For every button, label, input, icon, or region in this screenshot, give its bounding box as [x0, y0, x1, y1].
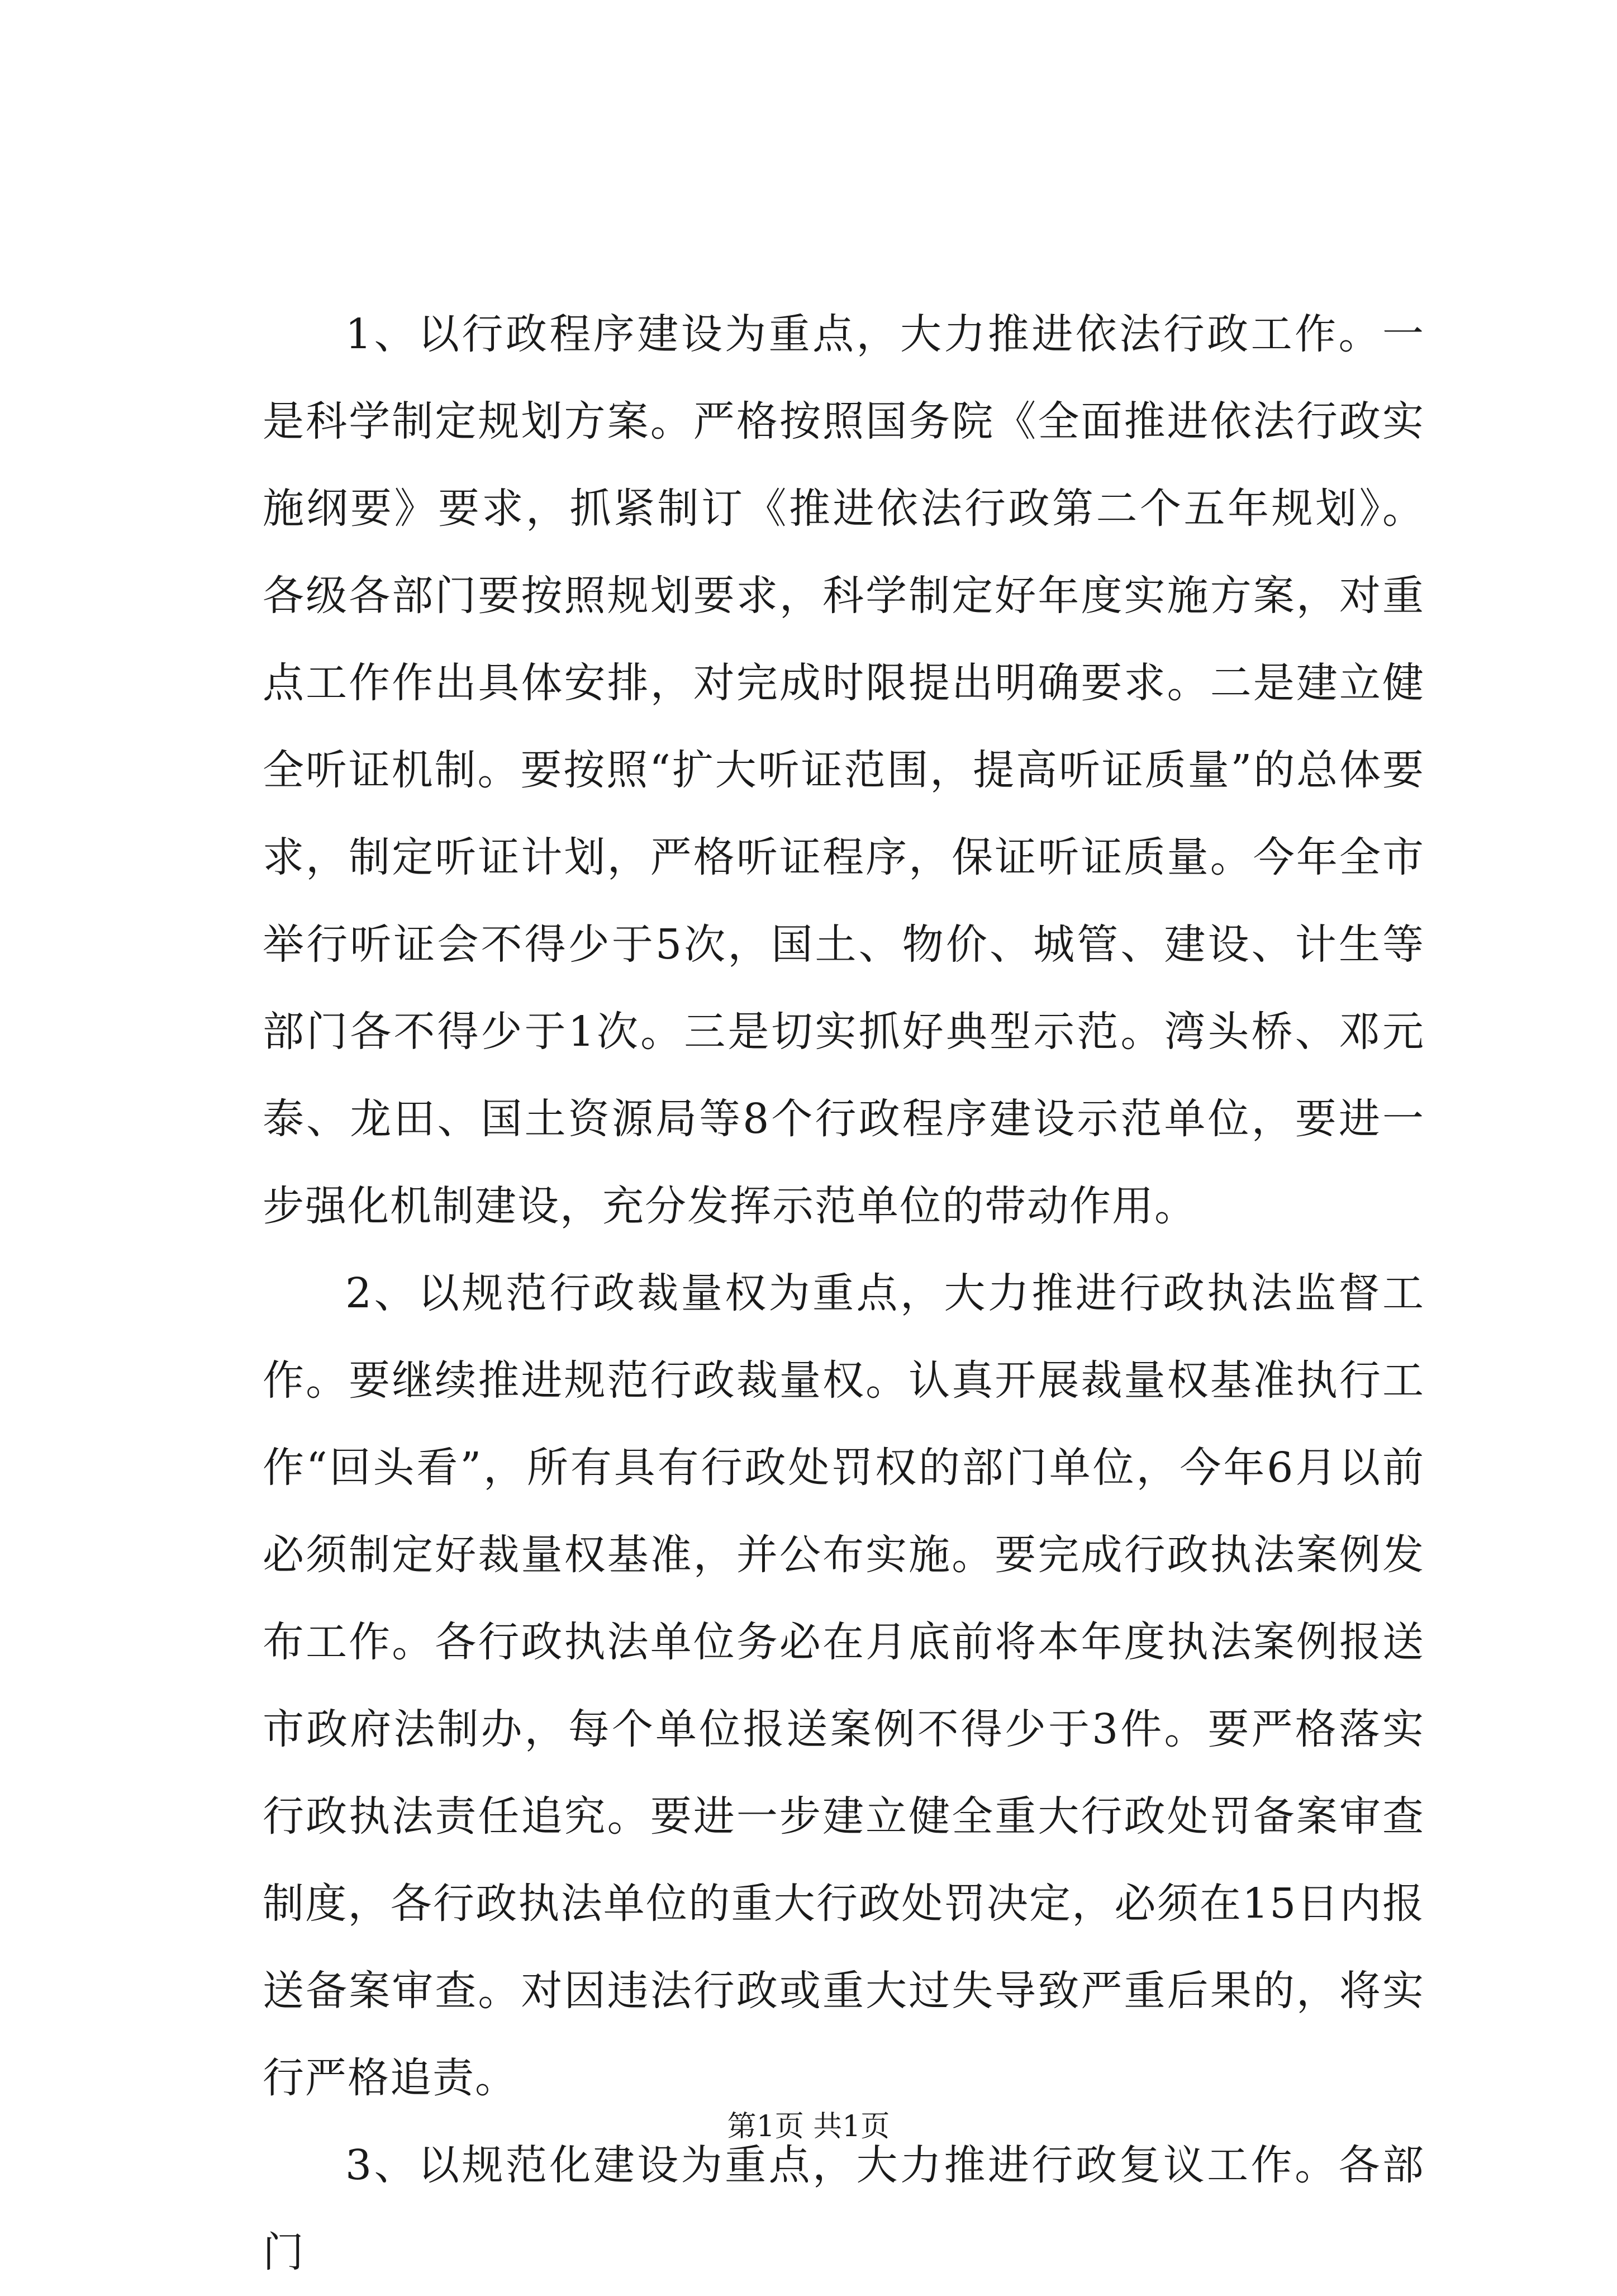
paragraph-3: 3、以规范化建设为重点，大力推进行政复议工作。各部门: [263, 2141, 1425, 2276]
paragraph-2: 2、以规范行政裁量权为重点，大力推进行政执法监督工作。要继续推进规范行政裁量权。认真开展裁量权基准执行工作“回头看”，所有具有行政处罚权的部门单位，今年6月以前必须制定好裁量权基准，并公布实施。要完成行政执法案例发布工作。各行政执法单位务必在月底前将本年度执法案例报送市政府法制办，每个单位报送案例不得少于3件。要严格落实行政执法责任追究。要进一步建立健全重大行政处罚备案审查制度，各行政执法单位的重大行政处罚决定，必须在15日内报送备案审查。对因违法行政或重大过失导致严重后果的，将实行严格追责。: [263, 1269, 1425, 2102]
document-body: [263, 291, 1425, 2296]
page-footer: 第1页 共1页: [727, 2110, 890, 2143]
paragraph-1: 1、以行政程序建设为重点，大力推进依法行政工作。一是科学制定规划方案。严格按照国务院《全面推进依法行政实施纲要》要求，抓紧制订《推进依法行政第二个五年规划》。各级各部门要按照规划要求，科学制定好年度实施方案，对重点工作作出具体安排，对完成时限提出明确要求。二是建立健全听证机制。要按照“扩大听证范围，提高听证质量”的总体要求，制定听证计划，严格听证程序，保证听证质量。今年全市举行听证会不得少于5次，国土、物价、城管、建设、计生等部门各不得少于1次。三是切实抓好典型示范。湾头桥、邓元泰、龙田、国土资源局等8个行政程序建设示范单位，要进一步强化机制建设，充分发挥示范单位的带动作用。: [263, 310, 1425, 1230]
